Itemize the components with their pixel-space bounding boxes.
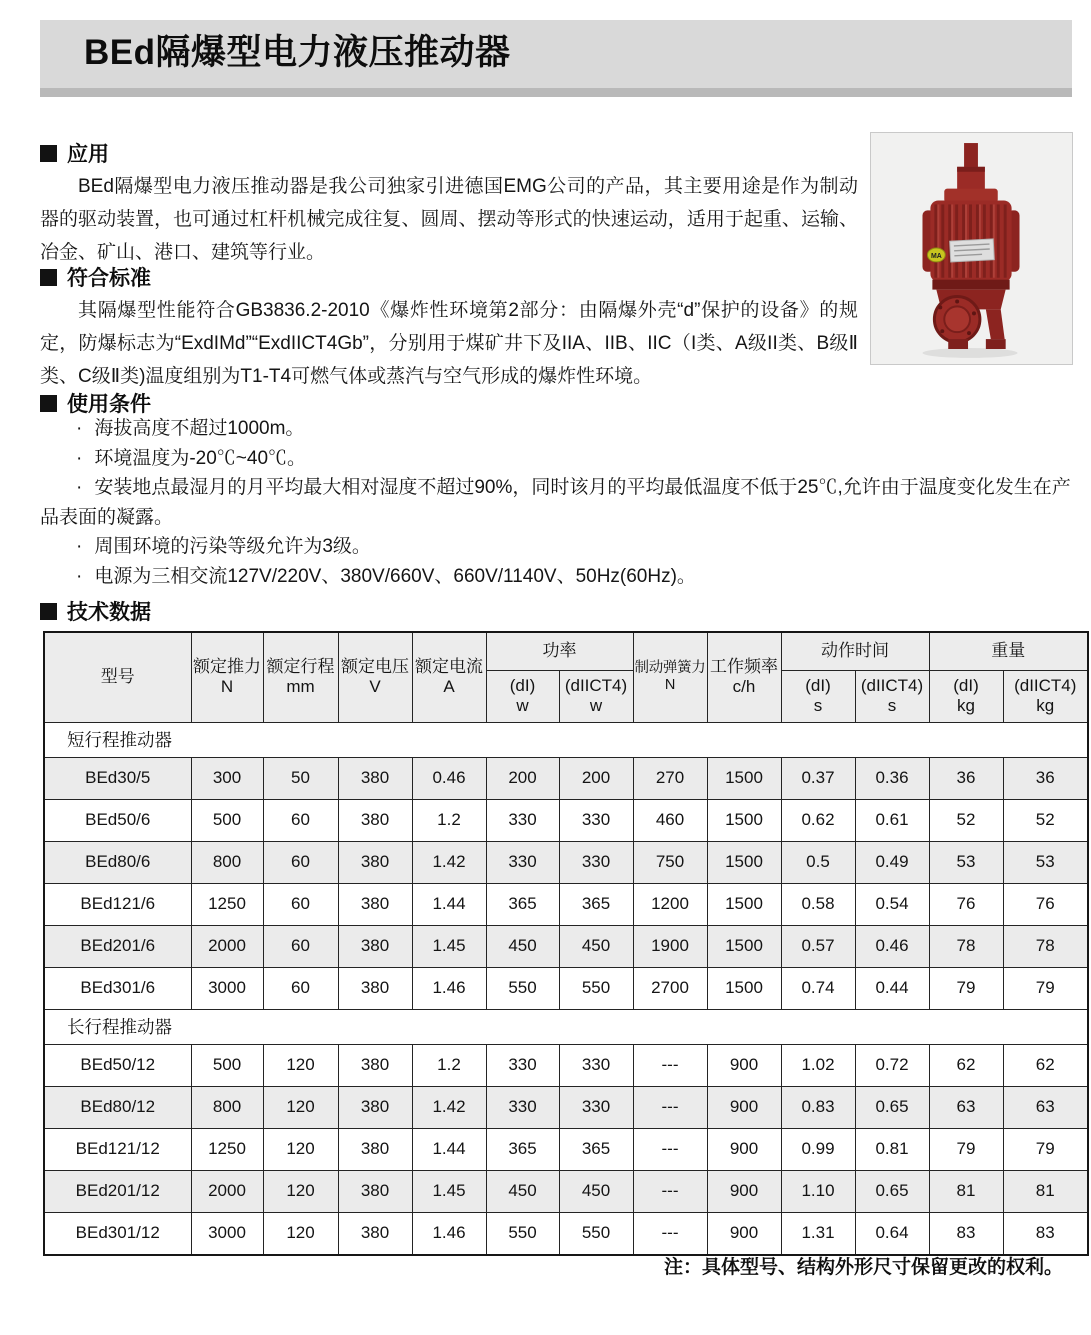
value-cell: 79 <box>929 1128 1003 1170</box>
value-cell: 330 <box>559 1044 633 1086</box>
value-cell: 0.36 <box>855 757 929 799</box>
value-cell: 550 <box>559 967 633 1009</box>
value-cell: 380 <box>338 799 412 841</box>
col-stroke: 额定行程 mm <box>263 632 338 722</box>
bullet-dot: · <box>76 565 83 587</box>
value-cell: 2000 <box>191 925 263 967</box>
value-cell: 550 <box>486 1212 559 1255</box>
value-cell: 450 <box>486 925 559 967</box>
value-cell: 1500 <box>707 967 781 1009</box>
value-cell: 79 <box>1003 1128 1088 1170</box>
value-cell: 36 <box>1003 757 1088 799</box>
table-group-row <box>44 722 1088 757</box>
table-row <box>44 799 1088 841</box>
value-cell: 63 <box>929 1086 1003 1128</box>
section-heading-conditions: 使用条件 <box>40 388 151 418</box>
title-bar <box>40 20 1072 97</box>
value-cell: 1500 <box>707 925 781 967</box>
value-cell: 0.5 <box>781 841 855 883</box>
value-cell: 450 <box>486 1170 559 1212</box>
model-cell: BEd80/6 <box>44 841 191 883</box>
value-cell: 120 <box>263 1170 338 1212</box>
table-row <box>44 925 1088 967</box>
value-cell: --- <box>633 1044 707 1086</box>
value-cell: 800 <box>191 1086 263 1128</box>
value-cell: 0.37 <box>781 757 855 799</box>
list-item: · 周围环境的污染等级允许为3级。 <box>76 536 371 557</box>
section-marker-icon <box>40 145 57 162</box>
value-cell: 60 <box>263 925 338 967</box>
section-heading-tech-data: 技术数据 <box>40 596 151 626</box>
value-cell: 0.74 <box>781 967 855 1009</box>
value-cell: 200 <box>486 757 559 799</box>
bullet-dot: · <box>76 418 83 439</box>
product-photo <box>870 132 1073 365</box>
value-cell: 0.65 <box>855 1170 929 1212</box>
value-cell: --- <box>633 1170 707 1212</box>
value-cell: 1500 <box>707 757 781 799</box>
value-cell: 380 <box>338 757 412 799</box>
value-cell: 83 <box>1003 1212 1088 1255</box>
value-cell: 900 <box>707 1044 781 1086</box>
bullet-dot: · <box>76 447 83 469</box>
value-cell: 53 <box>929 841 1003 883</box>
model-cell: BEd80/12 <box>44 1086 191 1128</box>
value-cell: 365 <box>559 1128 633 1170</box>
value-cell: 0.62 <box>781 799 855 841</box>
value-cell: 120 <box>263 1128 338 1170</box>
value-cell: 81 <box>1003 1170 1088 1212</box>
value-cell: 79 <box>1003 967 1088 1009</box>
value-cell: --- <box>633 1128 707 1170</box>
list-item: · 安装地点最湿月的月平均最大相对湿度不超过90%，同时该月的平均最低温度不低于25℃,允许由于温度变化发生在产品表面的凝露。 <box>40 477 1071 528</box>
model-cell: BEd50/6 <box>44 799 191 841</box>
col-time-group: 动作时间 <box>781 632 929 670</box>
col-frequency: 工作频率 c/h <box>707 632 781 722</box>
value-cell: 2000 <box>191 1170 263 1212</box>
ma-badge-icon <box>927 248 945 262</box>
value-cell: 1.45 <box>412 1170 486 1212</box>
value-cell: 0.46 <box>855 925 929 967</box>
value-cell: 78 <box>929 925 1003 967</box>
value-cell: 0.58 <box>781 883 855 925</box>
value-cell: 1.31 <box>781 1212 855 1255</box>
value-cell: 330 <box>559 799 633 841</box>
footnote: 注：具体型号、结构外形尺寸保留更改的权利。 <box>663 1257 1063 1278</box>
value-cell: 62 <box>1003 1044 1088 1086</box>
col-weight-di: (dI) kg <box>929 670 1003 722</box>
value-cell: 81 <box>929 1170 1003 1212</box>
value-cell: 330 <box>486 799 559 841</box>
value-cell: 0.54 <box>855 883 929 925</box>
value-cell: 380 <box>338 1212 412 1255</box>
value-cell: 50 <box>263 757 338 799</box>
list-item: · 电源为三相交流127V/220V、380V/660V、660V/1140V、50Hz(60Hz)。 <box>76 565 696 587</box>
value-cell: 380 <box>338 1044 412 1086</box>
value-cell: 500 <box>191 1044 263 1086</box>
table-row <box>44 1212 1088 1255</box>
value-cell: 0.99 <box>781 1128 855 1170</box>
value-cell: 1.02 <box>781 1044 855 1086</box>
value-cell: 120 <box>263 1044 338 1086</box>
value-cell: 1.46 <box>412 1212 486 1255</box>
bullet-dot: · <box>76 477 83 498</box>
section-marker-icon <box>40 395 57 412</box>
value-cell: 460 <box>633 799 707 841</box>
model-cell: BEd201/6 <box>44 925 191 967</box>
value-cell: 380 <box>338 841 412 883</box>
table-row <box>44 883 1088 925</box>
value-cell: 120 <box>263 1086 338 1128</box>
section-marker-icon <box>40 269 57 286</box>
conditions-list <box>40 414 1089 591</box>
value-cell: 52 <box>929 799 1003 841</box>
value-cell: 800 <box>191 841 263 883</box>
standards-text: 其隔爆型性能符合GB3836.2-2010《爆炸性环境第2部分：由隔爆外壳“d”保护的设备》的规定，防爆标志为“ExdIMd”“ExdIICT4Gb”，分别用于煤矿井下及IIA、IIB、IIC（I类、A级II类、B级Ⅱ类、C级Ⅱ类)温度组别为T1-T4可燃气体或蒸汽与空气形成的爆炸性环境。 <box>40 300 858 387</box>
value-cell: 900 <box>707 1086 781 1128</box>
value-cell: 60 <box>263 841 338 883</box>
value-cell: 300 <box>191 757 263 799</box>
tech-table-body <box>44 722 1088 1255</box>
value-cell: 79 <box>929 967 1003 1009</box>
value-cell: 1.2 <box>412 799 486 841</box>
col-model: 型号 <box>44 632 191 722</box>
table-group-row <box>44 1009 1088 1044</box>
value-cell: 365 <box>486 1128 559 1170</box>
value-cell: 330 <box>559 1086 633 1128</box>
col-voltage: 额定电压 V <box>338 632 412 722</box>
value-cell: 78 <box>1003 925 1088 967</box>
col-current: 额定电流 A <box>412 632 486 722</box>
value-cell: 1.42 <box>412 1086 486 1128</box>
value-cell: 60 <box>263 883 338 925</box>
table-group-label: 长行程推动器 <box>44 1009 1088 1044</box>
value-cell: 0.72 <box>855 1044 929 1086</box>
thruster-illustration <box>871 133 1072 364</box>
value-cell: 1500 <box>707 799 781 841</box>
value-cell: 3000 <box>191 1212 263 1255</box>
col-spring: 制动弹簧力 N <box>633 632 707 722</box>
value-cell: 550 <box>559 1212 633 1255</box>
value-cell: 3000 <box>191 967 263 1009</box>
value-cell: 900 <box>707 1128 781 1170</box>
value-cell: 750 <box>633 841 707 883</box>
tech-table-wrap <box>43 631 1089 1256</box>
value-cell: 1.2 <box>412 1044 486 1086</box>
table-row <box>44 1044 1088 1086</box>
value-cell: 380 <box>338 883 412 925</box>
value-cell: 63 <box>1003 1086 1088 1128</box>
value-cell: 62 <box>929 1044 1003 1086</box>
value-cell: 0.57 <box>781 925 855 967</box>
section-heading-standards: 符合标准 <box>40 262 151 292</box>
value-cell: 550 <box>486 967 559 1009</box>
page-title: BEd隔爆型电力液压推动器 <box>84 33 511 72</box>
value-cell: 0.49 <box>855 841 929 883</box>
value-cell: 0.83 <box>781 1086 855 1128</box>
model-cell: BEd30/5 <box>44 757 191 799</box>
value-cell: 330 <box>486 841 559 883</box>
value-cell: 1250 <box>191 883 263 925</box>
value-cell: 1500 <box>707 883 781 925</box>
table-row <box>44 1086 1088 1128</box>
value-cell: 330 <box>486 1044 559 1086</box>
table-row <box>44 967 1088 1009</box>
value-cell: 330 <box>559 841 633 883</box>
model-cell: BEd301/6 <box>44 967 191 1009</box>
value-cell: 1.10 <box>781 1170 855 1212</box>
col-power-group: 功率 <box>486 632 633 670</box>
col-weight-dt4: (dIICT4) kg <box>1003 670 1088 722</box>
col-time-dt4: (dIICT4) s <box>855 670 929 722</box>
model-cell: BEd50/12 <box>44 1044 191 1086</box>
value-cell: 365 <box>559 883 633 925</box>
value-cell: 1.45 <box>412 925 486 967</box>
model-cell: BEd121/12 <box>44 1128 191 1170</box>
value-cell: 60 <box>263 799 338 841</box>
col-weight-group: 重量 <box>929 632 1088 670</box>
table-row <box>44 757 1088 799</box>
value-cell: 365 <box>486 883 559 925</box>
value-cell: 60 <box>263 967 338 1009</box>
value-cell: --- <box>633 1086 707 1128</box>
value-cell: 500 <box>191 799 263 841</box>
value-cell: 1.44 <box>412 1128 486 1170</box>
value-cell: 76 <box>929 883 1003 925</box>
value-cell: 2700 <box>633 967 707 1009</box>
model-cell: BEd121/6 <box>44 883 191 925</box>
value-cell: 450 <box>559 1170 633 1212</box>
value-cell: 83 <box>929 1212 1003 1255</box>
value-cell: 1500 <box>707 841 781 883</box>
value-cell: 1250 <box>191 1128 263 1170</box>
col-time-di: (dI) s <box>781 670 855 722</box>
value-cell: 0.64 <box>855 1212 929 1255</box>
section-heading-application: 应用 <box>40 138 109 168</box>
value-cell: 380 <box>338 1086 412 1128</box>
value-cell: 0.46 <box>412 757 486 799</box>
col-power-dt4: (dIICT4) w <box>559 670 633 722</box>
value-cell: 330 <box>486 1086 559 1128</box>
table-row <box>44 841 1088 883</box>
col-power-di: (dI) w <box>486 670 559 722</box>
value-cell: 270 <box>633 757 707 799</box>
application-text: BEd隔爆型电力液压推动器是我公司独家引进德国EMG公司的产品，其主要用途是作为制动器的驱动装置，也可通过杠杆机械完成往复、圆周、摆动等形式的快速运动，适用于起重、运输、冶金、矿山、港口、建筑等行业。 <box>40 176 858 263</box>
value-cell: 0.65 <box>855 1086 929 1128</box>
svg-text:MA: MA <box>930 252 942 260</box>
value-cell: 52 <box>1003 799 1088 841</box>
value-cell: 1.44 <box>412 883 486 925</box>
value-cell: 0.44 <box>855 967 929 1009</box>
list-item: · 环境温度为-20℃~40℃。 <box>76 447 307 469</box>
value-cell: 450 <box>559 925 633 967</box>
value-cell: 0.81 <box>855 1128 929 1170</box>
value-cell: 380 <box>338 1170 412 1212</box>
value-cell: 1900 <box>633 925 707 967</box>
value-cell: 120 <box>263 1212 338 1255</box>
value-cell: 900 <box>707 1212 781 1255</box>
table-group-label: 短行程推动器 <box>44 722 1088 757</box>
section-marker-icon <box>40 603 57 620</box>
tech-table <box>43 631 1089 1256</box>
value-cell: 900 <box>707 1170 781 1212</box>
table-row <box>44 1170 1088 1212</box>
value-cell: 36 <box>929 757 1003 799</box>
value-cell: 53 <box>1003 841 1088 883</box>
value-cell: 1.42 <box>412 841 486 883</box>
value-cell: --- <box>633 1212 707 1255</box>
col-thrust: 额定推力 N <box>191 632 263 722</box>
list-item: · 海拔高度不超过1000m。 <box>76 418 305 439</box>
value-cell: 380 <box>338 967 412 1009</box>
value-cell: 1200 <box>633 883 707 925</box>
value-cell: 200 <box>559 757 633 799</box>
table-row <box>44 1128 1088 1170</box>
model-cell: BEd201/12 <box>44 1170 191 1212</box>
value-cell: 380 <box>338 1128 412 1170</box>
bullet-dot: · <box>76 536 83 557</box>
value-cell: 380 <box>338 925 412 967</box>
model-cell: BEd301/12 <box>44 1212 191 1255</box>
value-cell: 0.61 <box>855 799 929 841</box>
value-cell: 76 <box>1003 883 1088 925</box>
value-cell: 1.46 <box>412 967 486 1009</box>
